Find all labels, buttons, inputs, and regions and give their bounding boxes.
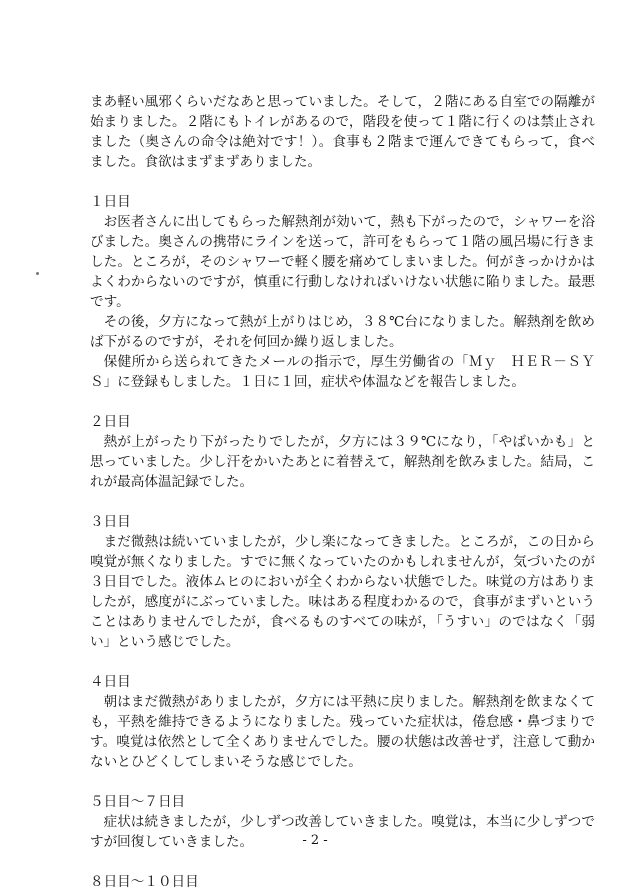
section-paragraph: 朝はまだ微熱がありましたが，夕方には平熱に戻りました。解熱剤を飲まなくても，平熱を維持できるようになりました。残っていた症状は，倦怠感・鼻づまりです。嗅覚は依然として全くありませんでした。腰の状態は改善せず，注意して動かないとひどくしてしまいそうな感じでした。 bbox=[90, 694, 595, 770]
section-heading: ５日目～７日目 bbox=[90, 794, 186, 810]
section-day-8-10 bbox=[90, 872, 595, 892]
section-day-4 bbox=[90, 672, 595, 772]
section-paragraph: 保健所から送られてきたメールの指示で，厚生労働省の「Ｍｙ ＨＥＲ－ＳＹＳ」に登録もしました。１日に１回，症状や体温などを報告しました。 bbox=[90, 354, 595, 390]
page-number: - 2 - bbox=[302, 833, 328, 848]
section-heading: １日目 bbox=[90, 194, 131, 210]
section-heading: ８日目～１０日目 bbox=[90, 874, 199, 890]
section-paragraph: その後，夕方になって熱が上がりはじめ，３８℃台になりました。解熱剤を飲めば下がるのですが，それを何回か繰り返しました。 bbox=[90, 314, 595, 350]
section-paragraph: 症状は続きましたが，少しずつ改善していきました。嗅覚は，本当に少しずつですが回復していきました。 bbox=[90, 814, 595, 850]
page-content bbox=[90, 92, 595, 892]
section-paragraph: まだ微熱は続いていましたが，少し楽になってきました。ところが，この日から嗅覚が無くなりました。すでに無くなっていたのかもしれませんが，気づいたのが３日目でした。液体ムヒのにおいが全くわからない状態でした。味覚の方はありましたが，感度がにぶっていました。味はある程度わかるので，食事がまずいということはありませんでしたが，食べるものすべての味が，「うすい」のではなく「弱い」という感じでした。 bbox=[90, 534, 595, 650]
section-day-1 bbox=[90, 192, 595, 392]
section-heading: ２日目 bbox=[90, 414, 131, 430]
section-day-2 bbox=[90, 412, 595, 492]
section-day-3 bbox=[90, 512, 595, 652]
margin-dot bbox=[36, 272, 39, 275]
section-paragraph: 熱が上がったり下がったりでしたが，夕方には３９℃になり，「やばいかも」と思っていました。少し汗をかいたあとに着替えて，解熱剤を飲みました。結局，これが最高体温記録でした。 bbox=[90, 434, 595, 490]
section-heading: ４日目 bbox=[90, 674, 131, 690]
section-heading: ３日目 bbox=[90, 514, 131, 530]
section-paragraph: お医者さんに出してもらった解熱剤が効いて，熱も下がったので，シャワーを浴びました。奥さんの携帯にラインを送って，許可をもらって１階の風呂場に行きました。ところが，そのシャワーで軽く腰を痛めてしまいました。何がきっかけかはよくわからないのですが，慎重に行動しなければいけない状態に陥りました。最悪です。 bbox=[90, 214, 595, 310]
intro-paragraph: まあ軽い風邪くらいだなあと思っていました。そして，２階にある自室での隔離が始まりました。２階にもトイレがあるので，階段を使って１階に行くのは禁止されました（奥さんの命令は絶対です！）。食事も２階まで運んできてもらって，食べました。食欲はまずまずありました。 bbox=[90, 94, 595, 170]
